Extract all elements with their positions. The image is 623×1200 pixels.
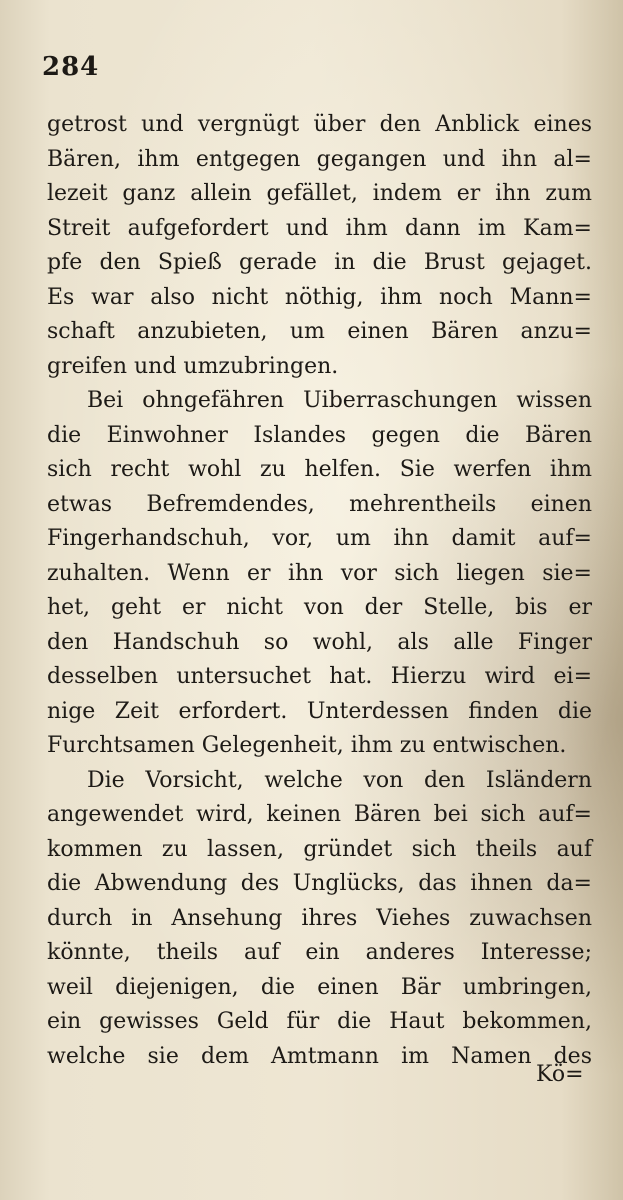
text-line: den Handschuh so wohl, als alle Finger <box>47 629 592 655</box>
text-line: Fingerhandschuh, vor, um ihn damit auf= <box>47 526 592 551</box>
text-line: het, geht er nicht von der Stelle, bis er <box>47 595 592 620</box>
text-line: greifen und umzubringen. <box>47 353 339 379</box>
text-line: kommen zu lassen, gründet sich theils auf <box>47 836 592 862</box>
text-line: die Abwendung des Unglücks, das ihnen da= <box>47 871 592 896</box>
catchword: Kö= <box>536 1062 584 1087</box>
text-line: die Einwohner Islandes gegen die Bären <box>47 422 592 448</box>
text-line: könnte, theils auf ein anderes Interesse; <box>47 940 592 965</box>
text-line: desselben untersuchet hat. Hierzu wird ei= <box>47 664 592 689</box>
text-line: Bären, ihm entgegen gegangen und ihn al= <box>47 146 592 172</box>
text-line: Streit aufgefordert und ihm dann im Kam= <box>47 215 592 241</box>
text-line: getrost und vergnügt über den Anblick eines <box>47 112 592 137</box>
text-line: ein gewisses Geld für die Haut bekommen, <box>47 1009 592 1034</box>
text-line: pfe den Spieß gerade in die Brust gejaget. <box>47 250 592 275</box>
paragraph-start-line: Die Vorsicht, welche von den Isländern <box>87 767 592 793</box>
body-text <box>47 108 592 1074</box>
text-line: schaft anzubieten, um einen Bären anzu= <box>47 319 592 344</box>
text-line: lezeit ganz allein gefället, indem er ihn zum <box>47 181 592 206</box>
text-line: welche sie dem Amtmann im Namen des <box>47 1043 592 1069</box>
text-line: zuhalten. Wenn er ihn vor sich liegen sie= <box>47 560 592 586</box>
text-line: nige Zeit erfordert. Unterdessen finden die <box>47 698 592 724</box>
text-line: sich recht wohl zu helfen. Sie werfen ihm <box>47 457 592 482</box>
text-line: etwas Befremdendes, mehrentheils einen <box>47 491 592 517</box>
paragraph-start-line: Bei ohngefähren Uiberraschungen wissen <box>87 388 592 413</box>
text-line: angewendet wird, keinen Bären bei sich auf= <box>47 802 592 827</box>
text-line: durch in Ansehung ihres Viehes zuwachsen <box>47 905 592 931</box>
text-line: weil diejenigen, die einen Bär umbringen, <box>47 974 592 1000</box>
page-number: 284 <box>42 52 100 82</box>
text-line: Es war also nicht nöthig, ihm noch Mann= <box>47 284 592 310</box>
text-line: Furchtsamen Gelegenheit, ihm zu entwischen. <box>47 733 567 758</box>
